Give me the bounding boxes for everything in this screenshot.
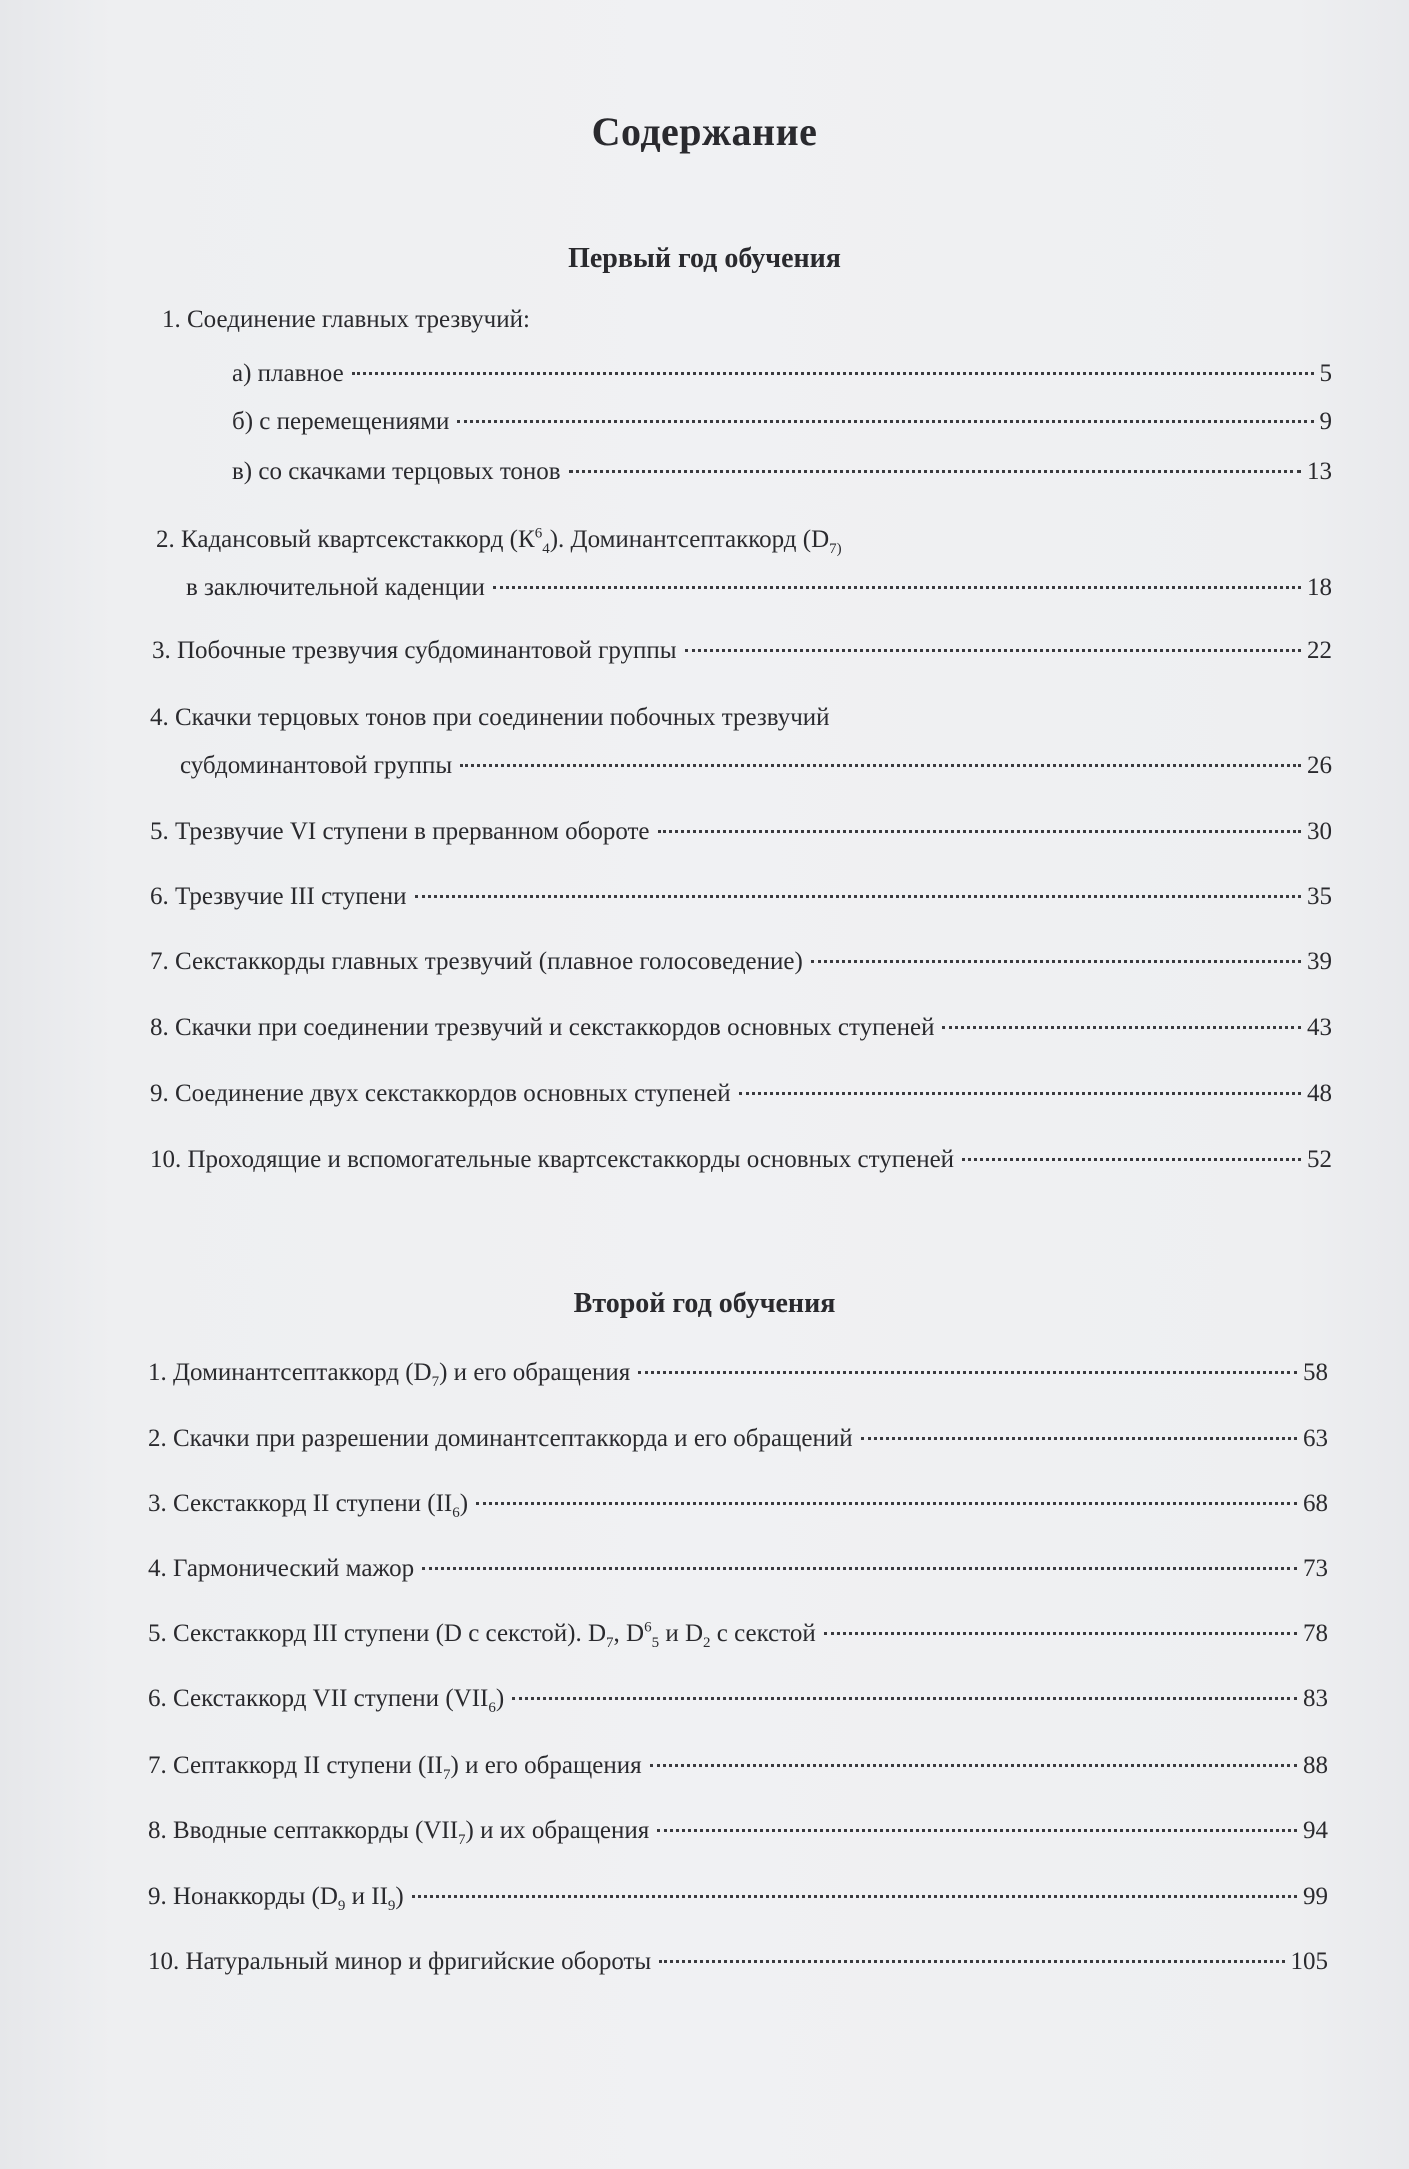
toc-entry-1-10[interactable]: [150, 1146, 1332, 1174]
toc-entry-label: 3. Побочные трезвучия субдоминантовой группы: [152, 637, 677, 664]
toc-entry-1-5[interactable]: [150, 818, 1332, 846]
page-number: 88: [1303, 1752, 1328, 1779]
page-number: 5: [1319, 360, 1332, 387]
subscript: 6: [452, 1505, 460, 1521]
toc-entry-2-3[interactable]: [148, 1490, 1328, 1521]
page-number: 48: [1307, 1080, 1332, 1107]
section-heading-year-2: Второй год обучения: [573, 1288, 836, 1319]
page-number: 9: [1319, 408, 1332, 435]
leader-dots: [638, 1371, 1297, 1374]
page-number: 13: [1307, 458, 1332, 485]
page-number: 63: [1303, 1425, 1328, 1452]
text-segment: 8. Вводные септаккорды (VII: [148, 1817, 459, 1844]
toc-entry-label: а) плавное: [232, 360, 344, 387]
toc-entry-label: 7. Секстаккорды главных трезвучий (плавное голосоведение): [150, 948, 803, 975]
text-segment: 7. Септаккорд II ступени (II: [148, 1752, 443, 1779]
text-segment: 5. Секстаккорд III ступени (D с секстой). D: [148, 1620, 607, 1647]
leader-dots: [422, 1567, 1297, 1570]
page-number: 99: [1303, 1883, 1328, 1910]
page-number: 35: [1307, 883, 1332, 910]
superscript: 6: [534, 525, 543, 542]
leader-dots: [657, 1829, 1297, 1832]
toc-entry-1-7[interactable]: [150, 948, 1332, 976]
leader-dots: [569, 470, 1301, 473]
subscript: 7: [431, 1374, 440, 1390]
page-number: 73: [1303, 1555, 1328, 1582]
toc-entry-2-1[interactable]: [148, 1359, 1328, 1390]
toc-entry-2-4[interactable]: [148, 1555, 1328, 1583]
leader-dots: [962, 1158, 1301, 1161]
page-number: 68: [1303, 1490, 1328, 1517]
toc-entry-2-9[interactable]: [148, 1883, 1328, 1914]
leader-dots: [493, 586, 1301, 589]
subscript: 6: [488, 1700, 496, 1716]
toc-entry-1-1b[interactable]: [232, 408, 1332, 436]
toc-entry-2-5[interactable]: [148, 1619, 1328, 1651]
toc-entry-label: 9. Соединение двух секстаккордов основных ступеней: [150, 1080, 731, 1107]
subscript: 7: [458, 1832, 466, 1848]
text-segment: , D: [613, 1620, 645, 1647]
toc-item-1-4-line1: 4. Скачки терцовых тонов при соединении побочных трезвучий: [150, 704, 830, 731]
text-segment: 6. Секстаккорд VII ступени (VII: [148, 1685, 489, 1712]
leader-dots: [352, 372, 1314, 375]
page-number: 58: [1303, 1359, 1328, 1386]
page-number: 22: [1307, 637, 1332, 664]
subscript: 7: [606, 1635, 614, 1651]
subscript: 9: [387, 1898, 396, 1914]
toc-entry-1-8[interactable]: [150, 1014, 1332, 1042]
text-segment: ): [459, 1490, 469, 1517]
text-segment: с секстой: [710, 1620, 816, 1647]
page-number: 52: [1307, 1146, 1332, 1173]
text-segment: ) и его обращения: [439, 1359, 631, 1386]
toc-entry-label: 8. Скачки при соединении трезвучий и секстаккордов основных ступеней: [150, 1014, 935, 1041]
leader-dots: [415, 895, 1302, 898]
toc-entry-label: [148, 1883, 404, 1914]
leader-dots: [811, 960, 1301, 963]
toc-entry-label: [148, 1685, 505, 1716]
toc-entry-1-1c[interactable]: [232, 458, 1332, 486]
leader-dots: [824, 1632, 1297, 1635]
leader-dots: [659, 1960, 1284, 1963]
leader-dots: [476, 1502, 1297, 1505]
toc-entry-label: в) со скачками терцовых тонов: [232, 458, 561, 485]
page-number: 78: [1303, 1620, 1328, 1647]
text-segment: 2. Кадансовый квартсекстаккорд (К: [156, 526, 535, 553]
toc-entry-label: в заключительной каденции: [186, 574, 485, 601]
toc-entry-label: 4. Гармонический мажор: [148, 1555, 415, 1582]
toc-entry-1-2[interactable]: [186, 574, 1332, 602]
text-segment: 3. Секстаккорд II ступени (II: [148, 1490, 453, 1517]
leader-dots: [739, 1092, 1301, 1095]
text-segment: ): [395, 1883, 404, 1910]
page-number: 43: [1307, 1014, 1332, 1041]
text-segment: ) и его обращения: [450, 1752, 642, 1779]
page-number: 83: [1303, 1685, 1328, 1712]
leader-dots: [861, 1437, 1297, 1440]
toc-entry-label: б) с перемещениями: [232, 408, 450, 435]
toc-entry-2-10[interactable]: [148, 1948, 1328, 1976]
toc-entry-1-1a[interactable]: [232, 360, 1332, 388]
toc-item-1-2-line1: [156, 525, 842, 557]
page-number: 39: [1307, 948, 1332, 975]
leader-dots: [685, 649, 1301, 652]
text-segment: 1. Доминантсептаккорд (D: [148, 1359, 432, 1386]
toc-entry-label: [148, 1752, 642, 1783]
toc-entry-label: 10. Натуральный минор и фригийские обороты: [148, 1948, 652, 1975]
subscript: 2: [703, 1635, 711, 1651]
text-segment: ) и их обращения: [465, 1817, 650, 1844]
toc-entry-1-3[interactable]: [152, 637, 1332, 665]
leader-dots: [650, 1764, 1297, 1767]
toc-entry-1-9[interactable]: [150, 1080, 1332, 1108]
toc-entry-label: 5. Трезвучие VI ступени в прерванном обороте: [150, 818, 650, 845]
section-heading-year-1: Первый год обучения: [568, 243, 841, 274]
text-segment: и II: [345, 1883, 388, 1910]
toc-entry-2-2[interactable]: [148, 1425, 1328, 1453]
text-segment: ): [495, 1685, 505, 1712]
toc-entry-2-8[interactable]: [148, 1817, 1328, 1848]
superscript: 6: [644, 1619, 652, 1636]
subscript: 9: [337, 1898, 346, 1914]
subscript: 5: [651, 1635, 660, 1651]
toc-entry-label: субдоминантовой группы: [180, 752, 453, 779]
text-segment: и D: [659, 1620, 704, 1647]
toc-entry-2-6[interactable]: [148, 1685, 1328, 1716]
toc-entry-label: [148, 1359, 631, 1390]
toc-entry-label: [148, 1490, 469, 1521]
subscript: 7): [829, 541, 842, 557]
page-number: 30: [1307, 818, 1332, 845]
toc-entry-2-7[interactable]: [148, 1752, 1328, 1783]
toc-entry-label: [148, 1619, 816, 1651]
leader-dots: [658, 830, 1301, 833]
toc-item-1-1-heading: 1. Соединение главных трезвучий:: [162, 306, 530, 333]
leader-dots: [512, 1697, 1297, 1700]
toc-entry-label: 2. Скачки при разрешении доминантсептаккорда и его обращений: [148, 1425, 853, 1452]
toc-entry-1-4[interactable]: [180, 752, 1332, 780]
leader-dots: [942, 1026, 1301, 1029]
text-segment: 9. Нонаккорды (D: [148, 1883, 338, 1910]
subscript: 7: [443, 1767, 451, 1783]
page-number: 18: [1307, 574, 1332, 601]
page-number: 26: [1307, 752, 1332, 779]
leader-dots: [457, 420, 1313, 423]
toc-entry-label: 6. Трезвучие III ступени: [150, 883, 407, 910]
leader-dots: [412, 1895, 1297, 1898]
subscript: 4: [542, 541, 550, 557]
leader-dots: [460, 764, 1301, 767]
toc-entry-1-6[interactable]: [150, 883, 1332, 911]
toc-entry-label: [148, 1817, 650, 1848]
page-number: 94: [1303, 1817, 1328, 1844]
page-title: Содержание: [591, 109, 818, 154]
page-number: 105: [1290, 1948, 1328, 1975]
toc-entry-label: 10. Проходящие и вспомогательные квартсекстаккорды основных ступеней: [150, 1146, 955, 1173]
text-segment: ). Доминантсептаккорд (D: [549, 526, 830, 553]
